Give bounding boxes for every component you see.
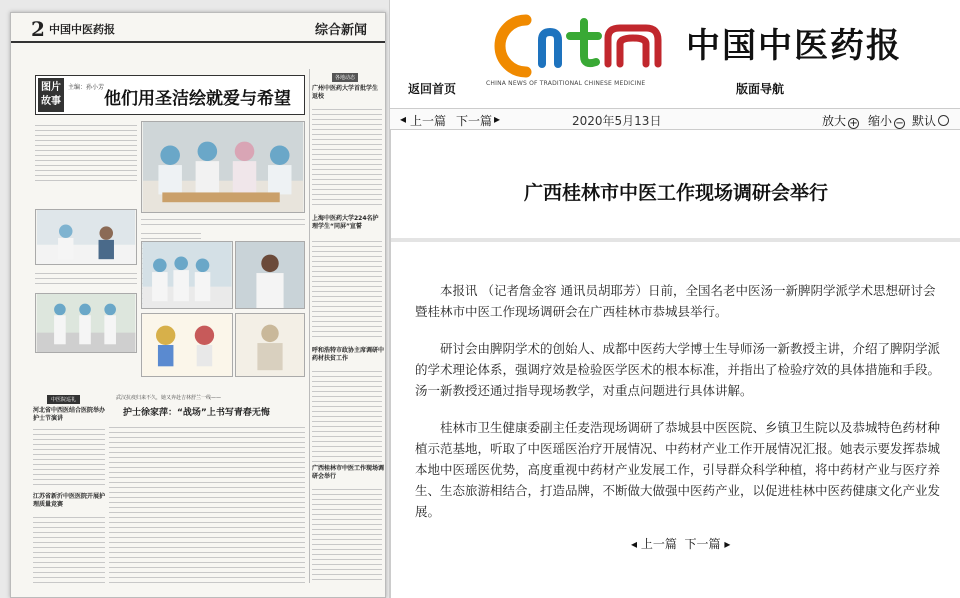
article-paragraph-1: 本报讯 （记者詹金容 通讯员胡耶芳）日前，全国名老中医汤一新脾阴学派学术思想研讨会暨桂林市中医工作现场调研会在广西桂林市恭城县举行。: [415, 283, 936, 319]
hospital-badge: 中医院巡礼: [47, 395, 80, 404]
sub-article-text: [109, 423, 305, 583]
brief-text-4: [312, 485, 382, 581]
logo-caption: CHINA NEWS OF TRADITIONAL CHINESE MEDICINE: [486, 80, 646, 87]
next-article-link[interactable]: 下一篇: [456, 114, 493, 128]
brief-badge: 各地动态: [332, 73, 358, 82]
headline-author: 主编：孙小芳: [68, 84, 105, 91]
prev-arrow-icon[interactable]: ◂: [400, 112, 407, 126]
brief-text-2: [312, 237, 382, 337]
next-arrow-icon[interactable]: ▸: [720, 537, 731, 551]
cntcm-logo-icon[interactable]: [486, 10, 666, 82]
site-header: [390, 0, 960, 96]
photo-nurses-drawing: [141, 121, 305, 213]
headline-box[interactable]: [35, 75, 305, 115]
hospital-title-1[interactable]: 河北省中西医结合医院举办护士节演讲: [33, 407, 106, 422]
plus-icon: +: [849, 118, 858, 129]
brief-title-3[interactable]: 呼和浩特市政协主席调研中药材扶贫工作: [312, 347, 385, 362]
default-label: 默认: [912, 114, 937, 128]
headline-title: 他们用圣洁绘就爱与希望: [104, 89, 291, 109]
page-header: [11, 13, 386, 43]
page-number: 2: [31, 17, 45, 41]
article-paragraph-3: 桂林市卫生健康委副主任麦浩现场调研了恭城县中医医院、乡镇卫生院以及恭城特色药材种植示范基地，听取了中医瑶医治疗开展情况、中药材产业工作开展情况汇报。她表示要发挥恭城本地中医瑶医优势，高度重视中药材产业发展工作，引导群众科学种植，将中药材产业与医疗养生、生态旅游相结合，打造品牌，不断做大做强中医药产业，以促进桂林中医药健康文化产业发展。: [415, 420, 941, 519]
hospital-text-2: [33, 513, 105, 583]
photo-doctor: [235, 241, 305, 309]
zoom-in-label: 放大: [822, 114, 847, 128]
photo-nurse-group: [141, 241, 233, 309]
brief-text-1: [312, 105, 382, 205]
home-link[interactable]: 返回首页: [408, 82, 457, 96]
newspaper-page-image[interactable]: [10, 12, 386, 598]
lead-text: [35, 121, 137, 181]
sub-kicker: 武汉抗疫归来不久，她又奔赴吉林舒兰一线——: [116, 395, 222, 401]
prev-arrow-icon[interactable]: ◂: [631, 537, 641, 551]
photo-story-tag: 图片故事: [38, 78, 64, 112]
photo-walking-nurses: [35, 293, 137, 353]
default-size-button[interactable]: [912, 112, 949, 129]
article-panel: [390, 0, 960, 598]
page-nav-link[interactable]: 版面导航: [736, 82, 785, 96]
zoom-in-button[interactable]: [822, 112, 859, 129]
page-masthead: 中国中医药报: [49, 23, 115, 36]
photo-drawings: [141, 313, 233, 377]
bottom-next-link[interactable]: 下一篇: [684, 537, 721, 551]
hospital-title-2[interactable]: 江苏省新沂中医医院开展护理质量竞赛: [33, 493, 106, 508]
newspaper-page-panel: [0, 0, 390, 598]
circle-icon: [938, 115, 949, 126]
article-body: [390, 130, 960, 598]
brief-title-1[interactable]: 广州中医药大学首批学生返校: [312, 85, 379, 100]
photo-caption-2: [35, 269, 137, 287]
brief-text-3: [312, 367, 382, 467]
reader-toolbar: [390, 108, 960, 130]
issue-date: 2020年5月13日: [572, 114, 662, 128]
hospital-column: [33, 395, 105, 583]
masthead-title: 中国中医药报: [686, 26, 902, 66]
photo-patient-room: [35, 209, 137, 265]
brief-title-2[interactable]: 上海中医药大学224名护理学生“同屏”宣誓: [312, 215, 379, 230]
article-paragraph-2: 研讨会由脾阴学术的创始人、成都中医药大学博士生导师汤一新教授主讲，介绍了脾阴学派的学术理论体系，强调疗效是检验医学医术的根本标准，并指出了检验疗效的具体措施和手段。汤一新教授还通过指导现场教学，对重点问题进行具体讲解。: [415, 341, 941, 398]
title-divider: [391, 238, 960, 242]
photo-caption-1: [141, 215, 305, 225]
next-arrow-icon[interactable]: ▸: [494, 112, 501, 126]
hospital-text-1: [33, 425, 105, 487]
article-title: 广西桂林市中医工作现场调研会举行: [523, 182, 828, 204]
zoom-out-button[interactable]: [868, 112, 905, 129]
brief-title-4[interactable]: 广西桂林市中医工作现场调研会举行: [312, 465, 385, 480]
bottom-prev-link[interactable]: 上一篇: [640, 537, 677, 551]
page-section: 综合新闻: [314, 23, 367, 38]
sub-headline[interactable]: 护士徐家萍：“战场”上书写青春无悔: [123, 408, 270, 418]
news-brief-column: [309, 69, 385, 583]
bottom-pager: [631, 535, 730, 552]
minus-icon: −: [895, 118, 904, 129]
prev-article-link[interactable]: 上一篇: [410, 114, 447, 128]
photo-sketch: [235, 313, 305, 377]
zoom-out-label: 缩小: [868, 114, 893, 128]
